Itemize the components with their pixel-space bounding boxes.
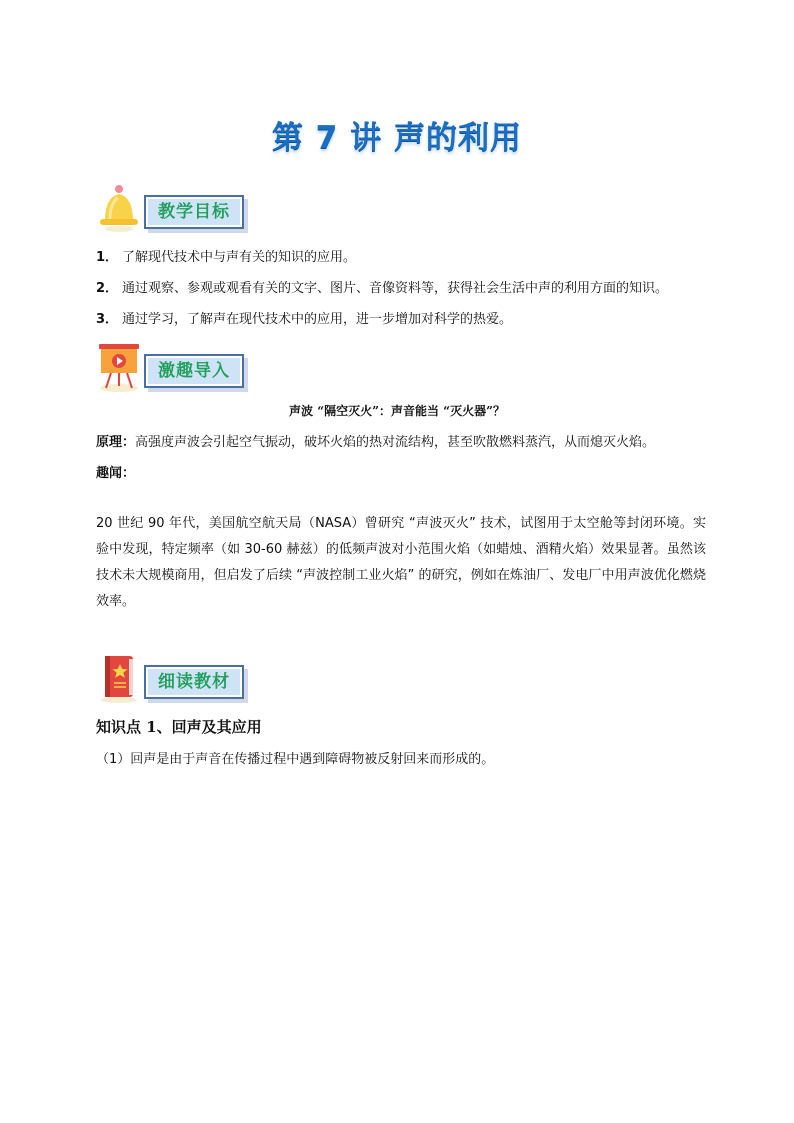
trivia-label: 趣闻： — [96, 466, 136, 481]
section-header-reading — [96, 653, 266, 703]
section-label-objectives: 教学目标 — [144, 195, 244, 229]
principle-paragraph: 原理：高强度声波会引起空气振动，破坏火焰的热对流结构，甚至吹散燃料蒸汽，从而熄灭火焰。 — [96, 435, 656, 450]
bell-icon — [96, 183, 142, 233]
book-star-icon — [96, 653, 142, 703]
section-label-reading: 细读教材 — [144, 665, 244, 699]
objective-item: 2． 通过观察、参观或观看有关的文字、图片、音像资料等，获得社会生活中声的利用方面的知识。 — [96, 281, 669, 296]
presentation-board-icon — [96, 342, 142, 392]
trivia-paragraph: 20 世纪 90 年代，美国航空航天局（NASA）曾研究 “声波灭火” 技术，试图用于太空舱等封闭环境。实验中发现，特定频率（如 30-60 赫兹）的低频声波对小范围火焰（如蜡烛、酒精火焰）效果显著。虽然该技术未大规模商用，但启发了后续 “声波控制工业火焰” 的研究，例如在炼油厂、发电厂中用声波优化燃烧效率。 — [96, 516, 706, 609]
section-header-objectives — [96, 183, 266, 233]
section-header-intro — [96, 342, 266, 392]
knowledge-point-heading: 知识点 1、回声及其应用 — [96, 718, 262, 736]
objective-item: 3． 通过学习，了解声在现代技术中的应用，进一步增加对科学的热爱。 — [96, 312, 513, 327]
section-label-intro: 激趣导入 — [144, 354, 244, 388]
page-title: 第 7 讲 声的利用 — [272, 120, 522, 156]
story-title: 声波 “隔空灭火”：声音能当 “灭火器”？ — [289, 404, 505, 418]
objective-item: 1． 了解现代技术中与声有关的知识的应用。 — [96, 250, 357, 265]
knowledge-point-text: （1）回声是由于声音在传播过程中遇到障碍物被反射回来而形成的。 — [96, 752, 495, 767]
